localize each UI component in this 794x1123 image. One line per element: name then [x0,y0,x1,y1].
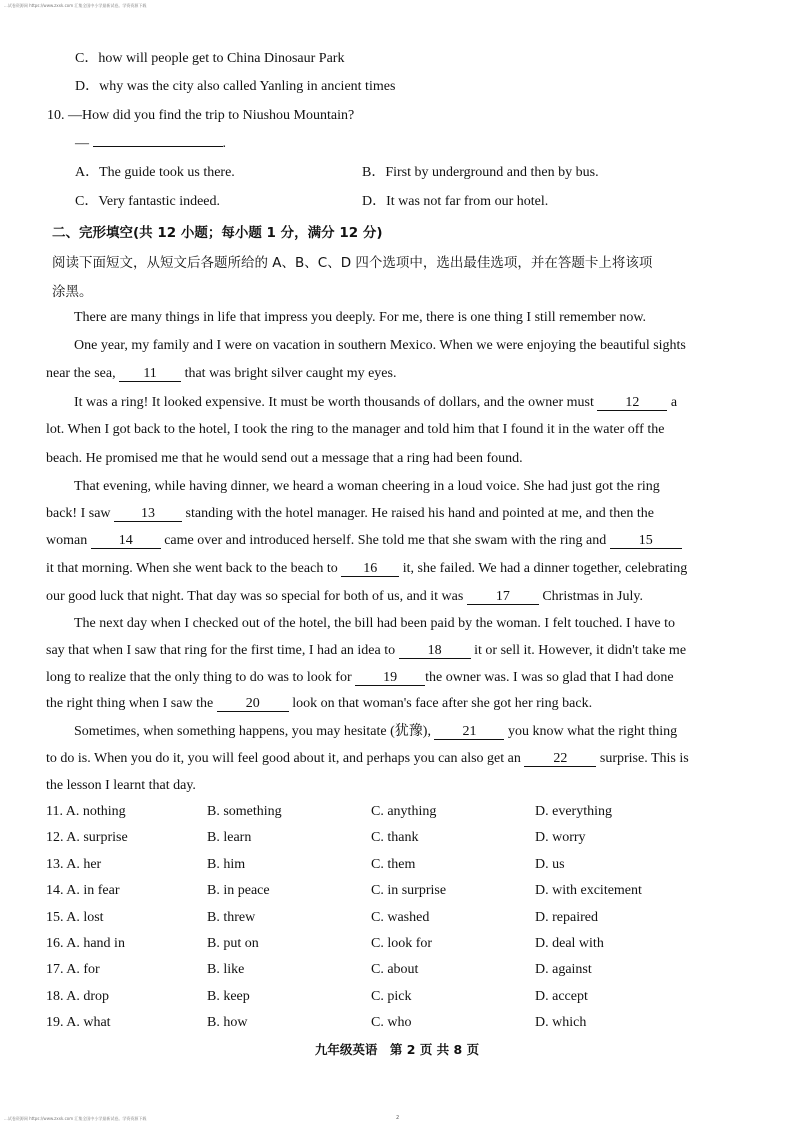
section-instruction-1: 阅读下面短文，从短文后各题所给的 A、B、C、D 四个选项中，选出最佳选项，并在答题卡上将该项 [52,255,653,271]
blank-22: 22 [524,751,596,767]
blank-17: 17 [467,589,539,605]
blank-18: 18 [399,643,471,659]
passage-text: it, she failed. We had a dinner together, celebrating [399,561,688,576]
passage-text: standing with the hotel manager. He raised his hand and pointed at me, and then the [182,506,655,521]
option-14-c: C. in surprise [371,883,447,899]
passage-line: That evening, while having dinner, we heard a woman cheering in a loud voice. She had just got the ring [74,479,660,494]
passage-line: beach. He promised me that he would send out a message that a ring had been found. [46,451,523,466]
option-11-c: C. anything [371,804,437,819]
option-16-a: 16. A. hand in [46,936,125,951]
option-17-b: B. like [207,962,245,978]
option-18-c: C. pick [371,988,412,1004]
blank-16: 16 [341,561,399,577]
blank-12: 12 [597,395,667,411]
passage-text: you know what the right thing [504,724,678,739]
q10-answer-line [75,135,226,153]
option-12-d: D. worry [535,830,586,846]
q10-option-d: D．It was not far from our hotel. [362,194,549,209]
passage-text: that was bright silver caught my eyes. [181,366,397,381]
passage-text: long to realize that the only thing to do was to look for [46,670,356,685]
passage-text: surprise. This is [596,751,689,766]
option-14-b: B. in peace [207,883,270,899]
passage-text: Christmas in July. [538,589,643,604]
option-16-d: D. deal with [535,936,604,951]
passage-text: to do is. When you do it, you will feel good about it, and perhaps you can also get an [46,751,525,766]
option-13-c: C. them [371,856,416,872]
passage-line [46,750,689,768]
blank-19: 19 [355,670,425,686]
q10-answer-dash: — [75,136,93,151]
option-13-d: D. us [535,856,565,872]
q10-option-a: A．The guide took us there. [75,165,235,180]
footer-watermark: ...试卷资源网 https://www.zxxk.com 汇集全国中小学最新试卷。学资资源下载 [4,1116,147,1121]
passage-line [46,532,682,550]
passage-text: came over and introduced herself. She told me that she swam with the ring and [160,533,610,548]
q10-option-b: B．First by underground and then by bus. [362,165,599,180]
passage-line [46,560,687,578]
passage-text: near the sea, [46,366,120,381]
passage-text: Sometimes, when something happens, you may hesitate (犹豫), [74,724,435,739]
option-19-c: C. who [371,1015,412,1031]
option-17-d: D. against [535,962,592,978]
blank-15: 15 [610,533,682,549]
passage-text: look on that woman's face after she got her ring back. [288,696,593,711]
option-15-b: B. threw [207,909,256,925]
passage-text: woman [46,533,91,548]
option-11-d: D. everything [535,804,612,819]
section-instruction-2: 涂黑。 [52,284,93,300]
option-13-a: 13. A. her [46,856,102,872]
q10-stem: 10. —How did you find the trip to Niushou Mountain? [47,108,355,123]
passage-text: a [667,395,678,410]
blank-13: 13 [114,506,182,522]
blank-20: 20 [217,696,289,712]
passage-line [46,505,654,523]
passage-text: back! I saw [46,506,115,521]
option-16-b: B. put on [207,936,259,951]
option-18-d: D. accept [535,988,588,1004]
passage-line [46,365,396,383]
passage-line [46,669,674,687]
option-19-a: 19. A. what [46,1015,111,1031]
section-title: 二、完形填空(共 12 小题；每小题 1 分，满分 12 分) [52,225,383,241]
footer-page-number: 2 [396,1115,400,1121]
passage-line: There are many things in life that impress you deeply. For me, there is one thing I still remember now. [74,310,647,325]
option-19-b: B. how [207,1015,248,1031]
option-11-b: B. something [207,804,282,819]
passage-line [46,588,643,606]
option-14-a: 14. A. in fear [46,883,120,899]
q10-answer-end: . [222,136,226,151]
passage-line: One year, my family and I were on vacation in southern Mexico. When we were enjoying the beautiful sights [74,338,686,353]
q10-option-c: C．Very fantastic indeed. [75,194,221,209]
passage-text: our good luck that night. That day was so special for both of us, and it was [46,589,467,604]
option-14-d: D. with excitement [535,883,642,899]
passage-text: It was a ring! It looked expensive. It must be worth thousands of dollars, and the owner must [74,395,598,410]
q9-option-d: D．why was the city also called Yanling in ancient times [75,79,396,94]
q9-option-c: C．how will people get to China Dinosaur Park [75,51,345,66]
option-19-d: D. which [535,1015,587,1031]
passage-text: the owner was. I was so glad that I had done [425,670,674,685]
passage-text: say that when I saw that ring for the first time, I had an idea to [46,643,399,658]
passage-line [46,642,686,660]
blank-11: 11 [119,366,181,382]
passage-line [74,394,677,412]
page-footer: 九年级英语 第 2 页 共 8 页 [314,1042,480,1057]
option-15-d: D. repaired [535,909,598,925]
passage-line: the lesson I learnt that day. [46,778,196,793]
option-12-b: B. learn [207,830,252,846]
passage-text: it that morning. When she went back to the beach to [46,561,342,576]
option-18-b: B. keep [207,988,250,1004]
passage-text: the right thing when I saw the [46,696,217,711]
option-12-a: 12. A. surprise [46,830,128,846]
option-12-c: C. thank [371,830,419,846]
passage-text: it or sell it. However, it didn't take me [470,643,687,658]
passage-line [46,695,592,713]
passage-line [74,723,677,741]
option-17-c: C. about [371,962,419,978]
blank-21: 21 [434,724,504,740]
q10-answer-blank [93,146,223,147]
header-watermark: ...试卷资源网 https://www.zxxk.com 汇集全国中小学最新试卷。学资资源下载 [4,3,147,8]
option-16-c: C. look for [371,936,433,951]
option-15-c: C. washed [371,909,430,925]
option-18-a: 18. A. drop [46,988,109,1004]
passage-line: The next day when I checked out of the hotel, the bill had been paid by the woman. I felt touched. I have to [74,616,676,631]
blank-14: 14 [91,533,161,549]
option-17-a: 17. A. for [46,962,100,978]
option-11-a: 11. A. nothing [46,804,126,819]
option-13-b: B. him [207,856,246,872]
option-15-a: 15. A. lost [46,909,104,925]
passage-line: lot. When I got back to the hotel, I took the ring to the manager and told him that I found it in the water off the [46,422,665,437]
